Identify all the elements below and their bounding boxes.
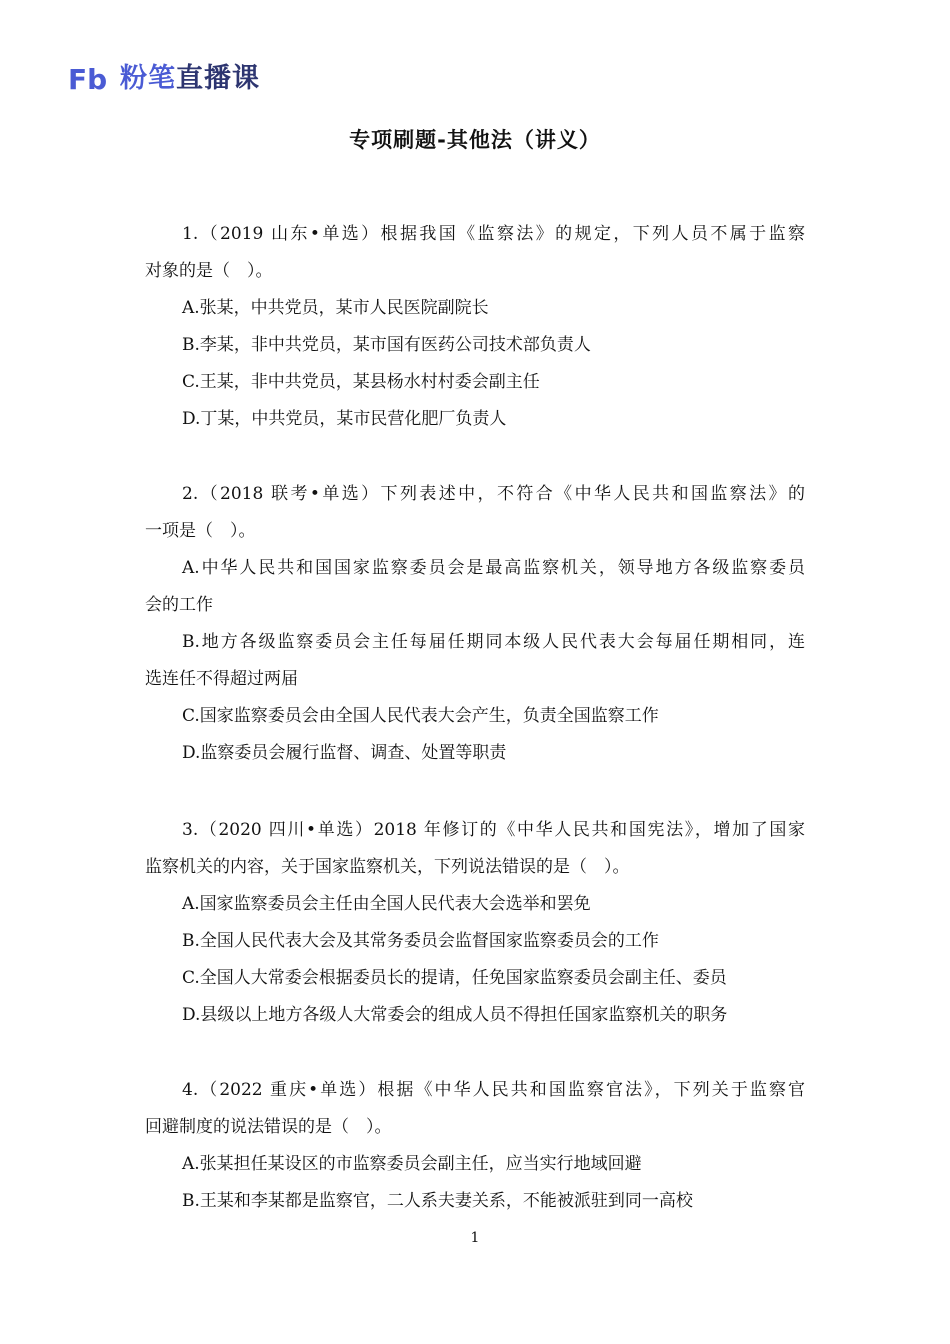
question-4-option-b: B.王某和李某都是监察官，二人系夫妻关系，不能被派驻到同一高校 bbox=[182, 1191, 693, 1211]
question-1-stem-line-1: 1.（2019 山东•单选）根据我国《监察法》的规定，下列人员不属于监察 bbox=[182, 224, 805, 244]
question-2-option-c: C.国家监察委员会由全国人民代表大会产生，负责全国监察工作 bbox=[182, 706, 659, 726]
question-1-option-a: A.张某，中共党员，某市人民医院副院长 bbox=[182, 298, 489, 318]
question-2-option-a-line-2: 会的工作 bbox=[145, 595, 213, 615]
logo-text bbox=[120, 62, 260, 96]
logo-brand: 粉笔 bbox=[120, 63, 176, 94]
question-3-option-b: B.全国人民代表大会及其常务委员会监督国家监察委员会的工作 bbox=[182, 931, 659, 951]
question-1-option-c: C.王某，非中共党员，某县杨水村村委会副主任 bbox=[182, 372, 540, 392]
question-3-stem-line-2: 监察机关的内容，关于国家监察机关，下列说法错误的是（ ）。 bbox=[145, 857, 630, 877]
page-number: 1 bbox=[470, 1230, 480, 1246]
question-3-option-a: A.国家监察委员会主任由全国人民代表大会选举和罢免 bbox=[182, 894, 591, 914]
question-4-stem-line-2: 回避制度的说法错误的是（ ）。 bbox=[145, 1117, 392, 1137]
question-2-option-b-line-1: B.地方各级监察委员会主任每届任期同本级人民代表大会每届任期相同，连 bbox=[182, 632, 805, 652]
question-2-stem-line-2: 一项是（ ）。 bbox=[145, 521, 256, 541]
question-4-option-a: A.张某担任某设区的市监察委员会副主任，应当实行地域回避 bbox=[182, 1154, 642, 1174]
question-4-stem-line-1: 4.（2022 重庆•单选）根据《中华人民共和国监察官法》，下列关于监察官 bbox=[182, 1080, 805, 1100]
brand-logo bbox=[68, 62, 260, 96]
question-2-option-a-line-1: A.中华人民共和国国家监察委员会是最高监察机关，领导地方各级监察委员 bbox=[182, 558, 805, 578]
question-3-stem-line-1: 3.（2020 四川•单选）2018 年修订的《中华人民共和国宪法》，增加了国家 bbox=[182, 820, 805, 840]
question-2-option-d: D.监察委员会履行监督、调查、处置等职责 bbox=[182, 743, 507, 763]
question-1-option-b: B.李某，非中共党员，某市国有医药公司技术部负责人 bbox=[182, 335, 591, 355]
question-2-stem-line-1: 2.（2018 联考•单选）下列表述中，不符合《中华人民共和国监察法》的 bbox=[182, 484, 805, 504]
question-1-stem-line-2: 对象的是（ ）。 bbox=[145, 261, 273, 281]
logo-suffix: 直播课 bbox=[176, 63, 260, 94]
question-2-option-b-line-2: 选连任不得超过两届 bbox=[145, 669, 298, 689]
svg-text:Fb: Fb bbox=[68, 64, 108, 94]
question-3-option-c: C.全国人大常委会根据委员长的提请，任免国家监察委员会副主任、委员 bbox=[182, 968, 727, 988]
question-3-option-d: D.县级以上地方各级人大常委会的组成人员不得担任国家监察机关的职务 bbox=[182, 1005, 728, 1025]
document-title: 专项刷题-其他法（讲义） bbox=[349, 128, 601, 152]
question-1-option-d: D.丁某，中共党员，某市民营化肥厂负责人 bbox=[182, 409, 507, 429]
fb-logo-icon bbox=[68, 64, 112, 94]
